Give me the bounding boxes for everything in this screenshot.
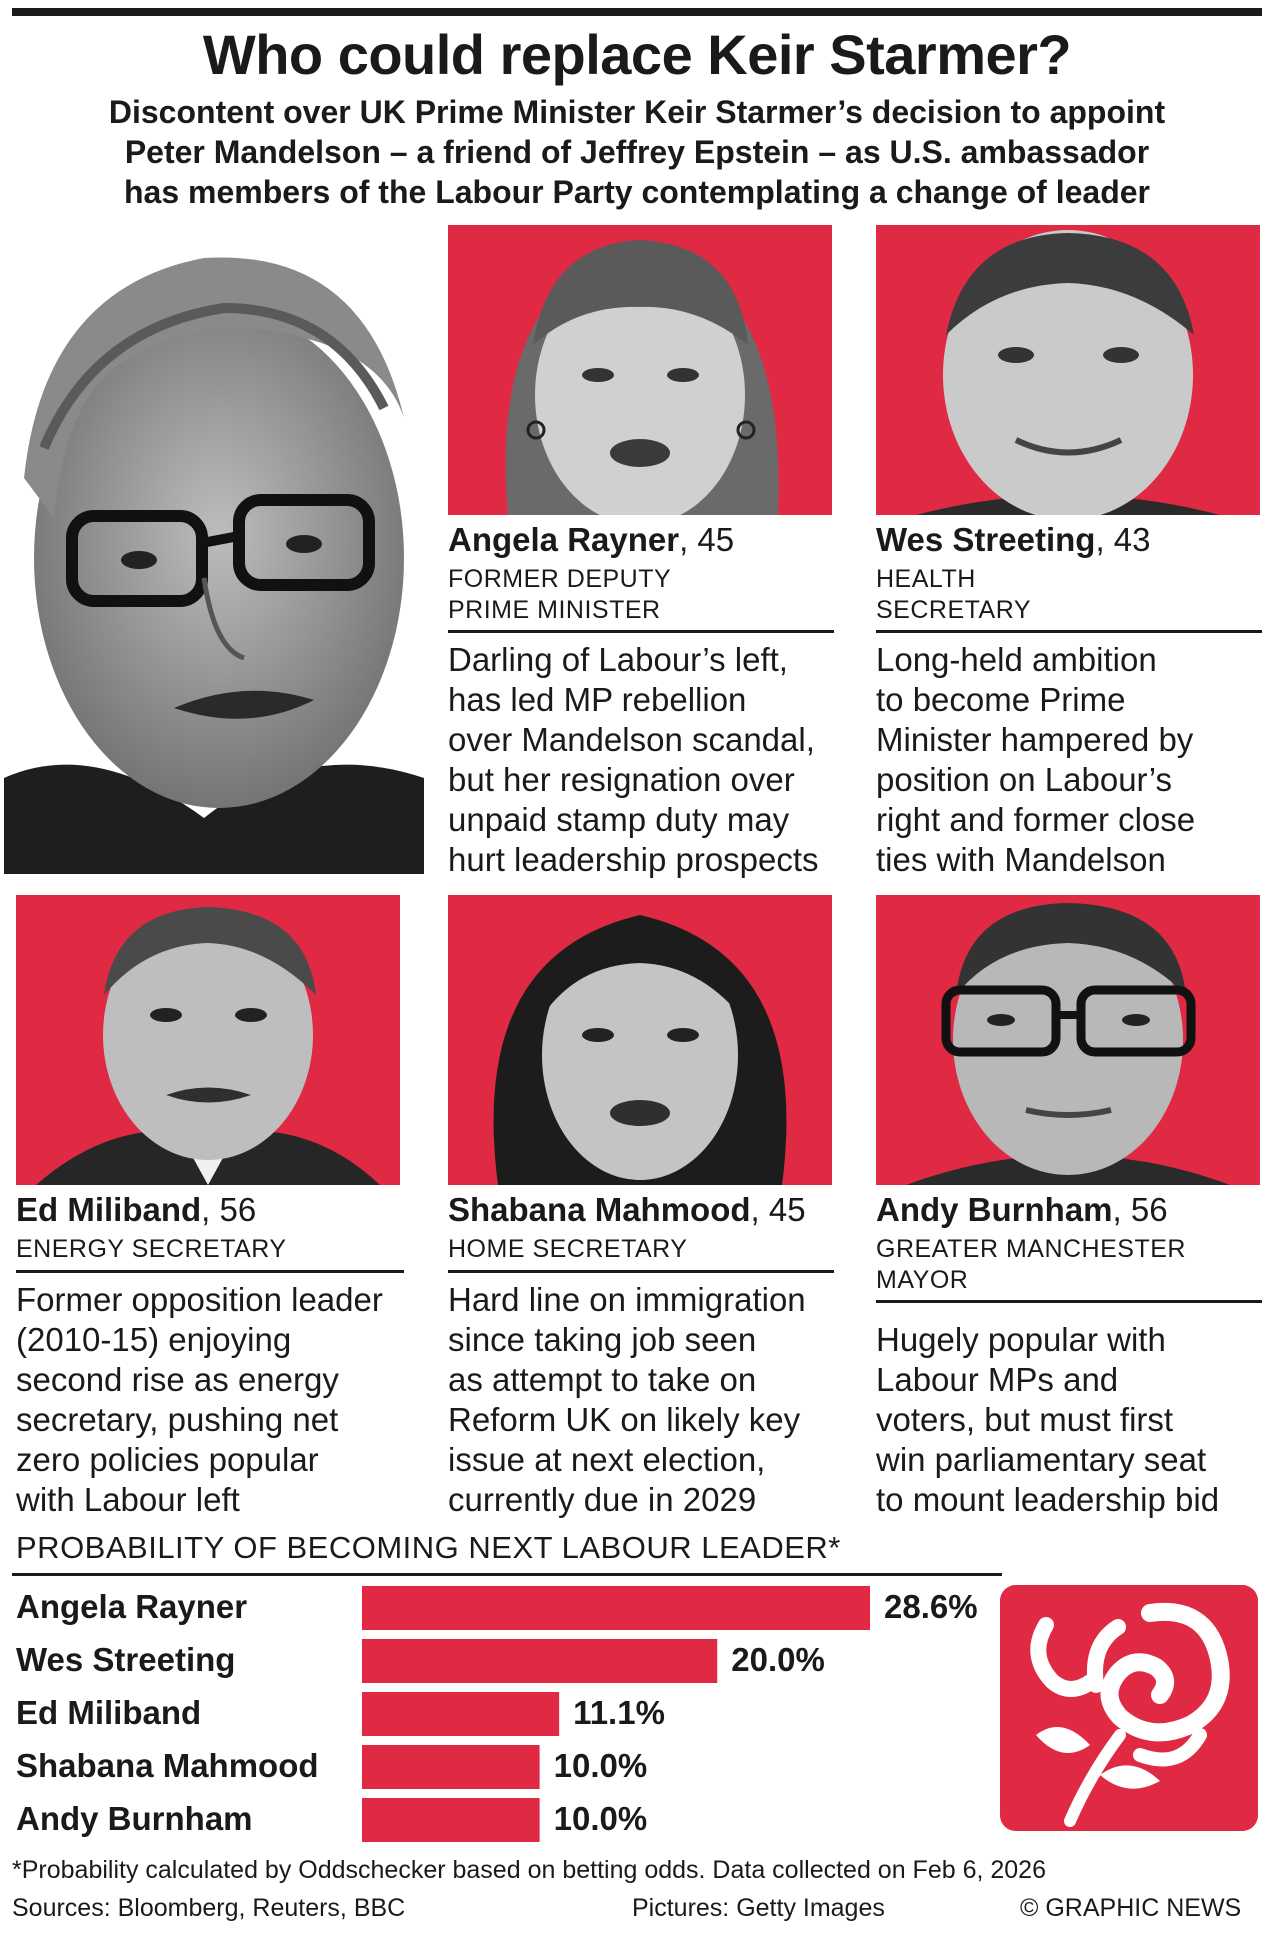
candidate-description: Darling of Labour’s left, has led MP rebellion over Mandelson scandal, but her resignation over unpaid stamp duty may hurt leadership prospects	[448, 641, 819, 878]
copyright: © GRAPHIC NEWS	[1020, 1894, 1242, 1922]
candidate-role: GREATER MANCHESTER MAYOR	[876, 1235, 1186, 1294]
divider	[876, 630, 1262, 633]
streeting-photo	[876, 225, 1260, 515]
candidate-description: Hugely popular with Labour MPs and voters, but must first win parliamentary seat to mount leadership bid	[876, 1321, 1220, 1518]
bar-category-label: Angela Rayner	[16, 1588, 248, 1625]
candidate-description: Hard line on immigration since taking job seen as attempt to take on Reform UK on likely key issue at next election, currently due in 2029	[448, 1281, 806, 1518]
candidate-role: HOME SECRETARY	[448, 1235, 688, 1263]
mahmood-photo	[448, 895, 832, 1185]
candidate-role: FORMER DEPUTY PRIME MINISTER	[448, 565, 672, 624]
chart-title: PROBABILITY OF BECOMING NEXT LABOUR LEADER*	[16, 1530, 841, 1565]
footnote: *Probability calculated by Oddschecker based on betting odds. Data collected on Feb 6, 2026	[12, 1856, 1046, 1884]
candidate-description: Long-held ambition to become Prime Minister hampered by position on Labour’s right and former close ties with Mandelson	[876, 641, 1196, 878]
candidate-role: HEALTH SECRETARY	[876, 565, 1032, 624]
bar-category-label: Wes Streeting	[16, 1641, 236, 1678]
bar-value-label: 11.1%	[573, 1694, 665, 1731]
bar-value-label: 28.6%	[884, 1588, 978, 1625]
candidate-name: Wes Streeting, 43	[876, 521, 1151, 558]
bar	[362, 1639, 717, 1683]
divider	[448, 1270, 834, 1273]
subtitle	[30, 92, 1244, 212]
picture-credit: Pictures: Getty Images	[632, 1894, 885, 1922]
bar	[362, 1692, 559, 1736]
candidate-name: Angela Rayner, 45	[448, 521, 735, 558]
bar-value-label: 10.0%	[553, 1747, 648, 1784]
starmer-photo	[4, 218, 424, 874]
bar-category-label: Shabana Mahmood	[16, 1747, 319, 1784]
subtitle-line: has members of the Labour Party contemplating a change of leader	[123, 174, 1150, 210]
top-rule	[12, 8, 1262, 16]
bar	[362, 1586, 870, 1630]
candidate-name: Shabana Mahmood, 45	[448, 1191, 806, 1228]
subtitle-line: Peter Mandelson – a friend of Jeffrey Epstein – as U.S. ambassador	[124, 134, 1150, 170]
rayner-photo	[448, 225, 832, 515]
sources: Sources: Bloomberg, Reuters, BBC	[12, 1894, 406, 1922]
miliband-photo	[16, 895, 400, 1185]
divider	[448, 630, 834, 633]
burnham-photo	[876, 895, 1260, 1185]
bar-value-label: 20.0%	[731, 1641, 825, 1678]
divider	[876, 1300, 1262, 1303]
bar	[362, 1798, 540, 1842]
bar-value-label: 10.0%	[553, 1800, 648, 1837]
labour-rose-logo	[1000, 1585, 1258, 1831]
probability-bar-chart	[0, 1580, 990, 1850]
chart-title-rule	[12, 1573, 1002, 1576]
bar	[362, 1745, 540, 1789]
candidate-role: ENERGY SECRETARY	[16, 1235, 287, 1263]
subtitle-line: Discontent over UK Prime Minister Keir Starmer’s decision to appoint	[108, 94, 1166, 130]
page-title: Who could replace Keir Starmer?	[202, 23, 1072, 86]
divider	[16, 1270, 404, 1273]
candidate-name: Andy Burnham, 56	[876, 1191, 1168, 1228]
candidate-name: Ed Miliband, 56	[16, 1191, 257, 1228]
candidate-description: Former opposition leader (2010-15) enjoying second rise as energy secretary, pushing net zero policies popular with Labour left	[16, 1281, 383, 1518]
bar-category-label: Andy Burnham	[16, 1800, 253, 1837]
bar-category-label: Ed Miliband	[16, 1694, 202, 1731]
